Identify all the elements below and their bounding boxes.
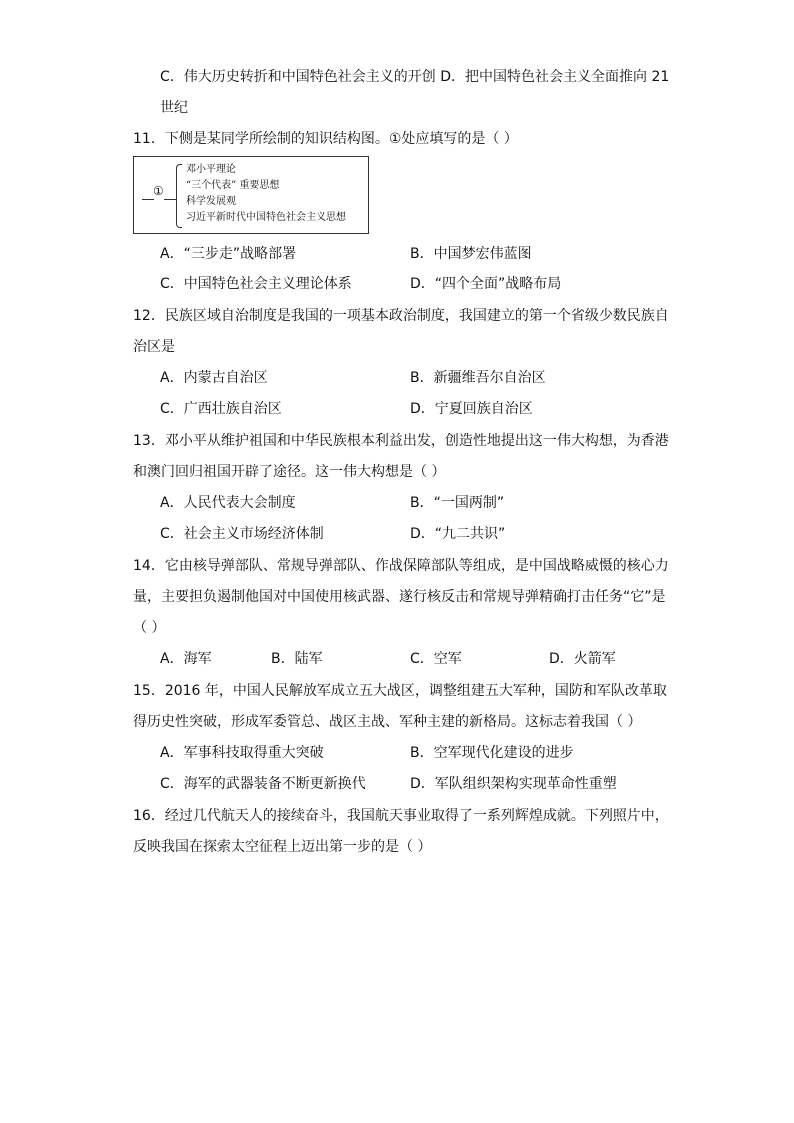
q14-stem-line2: 量，主要担负遏制他国对中国使用核武器、遂行核反击和常规导弹精确打击任务“它”是: [133, 589, 666, 605]
diagram-brace: [176, 164, 182, 228]
q14-option-d[interactable]: D．火箭军: [549, 651, 616, 667]
q10-option-cd-line: C．伟大历史转折和中国特色社会主义的开创 D．把中国特色社会主义全面推向 21: [160, 69, 670, 85]
q16-stem-line1: 16．经过几代航天人的接续奋斗，我国航天事业取得了一系列辉煌成就。下列照片中，: [133, 808, 669, 824]
diagram-item: “三个代表” 重要思想: [186, 180, 280, 191]
q13-stem-line1: 13．邓小平从维护祖国和中华民族根本利益出发，创造性地提出这一伟大构想，为香港: [133, 433, 669, 449]
q14-stem-line1: 14．它由核导弹部队、常规导弹部队、作战保障部队等组成，是中国战略威慑的核心力: [133, 558, 669, 574]
knowledge-structure-diagram: [133, 156, 369, 234]
diagram-item: 邓小平理论: [186, 164, 236, 175]
q11-option-d[interactable]: D．“四个全面”战略布局: [410, 276, 562, 292]
q16-stem-line2: 反映我国在探索太空征程上迈出第一步的是（ ）: [133, 839, 432, 855]
q13-stem-line2: 和澳门回归祖国开辟了途径。这一伟大构想是（ ）: [133, 464, 446, 480]
q12-stem-line2: 治区是: [133, 339, 175, 355]
q12-option-b[interactable]: B．新疆维吾尔自治区: [410, 370, 546, 386]
q14-option-a[interactable]: A．海军: [160, 651, 212, 667]
q14-stem-line3: （ ）: [133, 620, 166, 636]
q11-option-a[interactable]: A．“三步走”战略部署: [160, 246, 297, 262]
diagram-connector-right: [164, 199, 176, 200]
q12-option-a[interactable]: A．内蒙古自治区: [160, 370, 268, 386]
q11-option-c[interactable]: C．中国特色社会主义理论体系: [160, 276, 352, 292]
q12-option-c[interactable]: C．广西壮族自治区: [160, 401, 282, 417]
diagram-item: 科学发展观: [186, 196, 236, 207]
q12-stem-line1: 12．民族区域自治制度是我国的一项基本政治制度，我国建立的第一个省级少数民族自: [133, 308, 669, 324]
q14-option-b[interactable]: B．陆军: [271, 651, 323, 667]
q13-option-a[interactable]: A．人民代表大会制度: [160, 495, 296, 511]
q15-stem-line1: 15．2016 年，中国人民解放军成立五大战区，调整组建五大军种，国防和军队改革取: [133, 683, 667, 699]
q12-option-d[interactable]: D．宁夏回族自治区: [410, 401, 533, 417]
q15-option-d[interactable]: D．军队组织架构实现革命性重塑: [410, 776, 617, 792]
diagram-item: 习近平新时代中国特色社会主义思想: [186, 212, 346, 223]
q15-option-a[interactable]: A．军事科技取得重大突破: [160, 745, 324, 761]
q11-option-b[interactable]: B．中国梦宏伟蓝图: [410, 246, 532, 262]
q11-stem: 11．下侧是某同学所绘制的知识结构图。①处应填写的是（ ）: [133, 131, 518, 147]
q10-option-d-continuation: 世纪: [160, 100, 188, 116]
diagram-connector-left: [142, 199, 154, 200]
diagram-blank-marker: ①: [153, 184, 164, 198]
q13-option-b[interactable]: B．“一国两制”: [410, 495, 505, 511]
q15-option-c[interactable]: C．海军的武器装备不断更新换代: [160, 776, 366, 792]
q15-stem-line2: 得历史性突破，形成军委管总、战区主战、军种主建的新格局。这标志着我国（ ）: [133, 714, 642, 730]
q13-option-c[interactable]: C．社会主义市场经济体制: [160, 526, 324, 542]
q15-option-b[interactable]: B．空军现代化建设的进步: [410, 745, 574, 761]
q14-option-c[interactable]: C．空军: [410, 651, 462, 667]
q13-option-d[interactable]: D．“九二共识”: [410, 526, 506, 542]
